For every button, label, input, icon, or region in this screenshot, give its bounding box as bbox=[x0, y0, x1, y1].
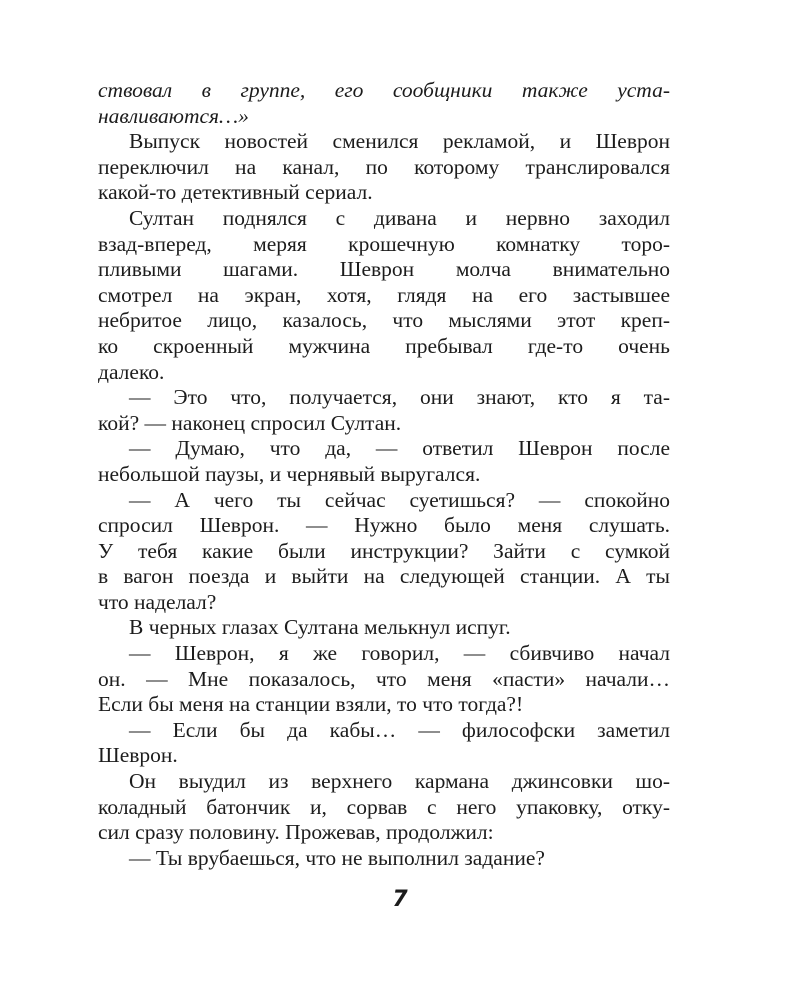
text-line: в вагон поезда и выйти на следующей станции. А ты bbox=[98, 564, 670, 589]
text-line: что наделал? bbox=[98, 589, 217, 614]
text-line: ко скроенный мужчина пребывал где-то очень bbox=[98, 333, 670, 358]
text-line: переключил на канал, по которому транслировался bbox=[98, 154, 670, 179]
text-line: какой-то детективный сериал. bbox=[98, 180, 373, 205]
text-line: далеко. bbox=[98, 359, 165, 384]
text-line: небольшой паузы, и чернявый выругался. bbox=[98, 461, 481, 486]
text-line: — Это что, получается, они знают, кто я та- bbox=[129, 385, 670, 410]
body-text bbox=[98, 78, 670, 871]
text-line: У тебя какие были инструкции? Зайти с сумкой bbox=[98, 538, 670, 563]
text-line: взад-вперед, меряя крошечную комнатку торо- bbox=[98, 231, 670, 256]
text-line: — Думаю, что да, — ответил Шеврон после bbox=[129, 436, 670, 461]
text-line: В черных глазах Султана мелькнул испуг. bbox=[129, 615, 511, 640]
text-line: небритое лицо, казалось, что мыслями этот креп- bbox=[98, 308, 670, 333]
text-line: навливаются…» bbox=[98, 103, 249, 128]
text-line: — Если бы да кабы… — философски заметил bbox=[129, 717, 670, 742]
text-line: — А чего ты сейчас суетишься? — спокойно bbox=[129, 487, 670, 512]
text-line: коладный батончик и, сорвав с него упаковку, отку- bbox=[98, 794, 670, 819]
text-line: Шеврон. bbox=[98, 743, 178, 768]
text-line: Султан поднялся с дивана и нервно заходил bbox=[129, 205, 670, 230]
text-line: Выпуск новостей сменился рекламой, и Шеврон bbox=[129, 129, 670, 154]
text-line: — Шеврон, я же говорил, — сбивчиво начал bbox=[129, 641, 670, 666]
text-line: ствовал в группе, его сообщники также уста- bbox=[98, 78, 670, 102]
text-line: Он выудил из верхнего кармана джинсовки шо- bbox=[129, 769, 670, 794]
text-line: он. — Мне показалось, что меня «пасти» начали… bbox=[98, 666, 670, 691]
text-line: сил сразу половину. Прожевав, продолжил: bbox=[98, 820, 494, 845]
text-line: — Ты врубаешься, что не выполнил задание? bbox=[129, 845, 545, 870]
text-line: кой? — наконец спросил Султан. bbox=[98, 410, 402, 435]
text-line: Если бы меня на станции взяли, то что тогда?! bbox=[98, 692, 524, 717]
text-line: спросил Шеврон. — Нужно было меня слушать. bbox=[98, 513, 670, 538]
text-line: пливыми шагами. Шеврон молча внимательно bbox=[98, 257, 670, 282]
page-number: 7 bbox=[392, 887, 408, 912]
text-line: смотрел на экран, хотя, глядя на его застывшее bbox=[98, 282, 670, 307]
